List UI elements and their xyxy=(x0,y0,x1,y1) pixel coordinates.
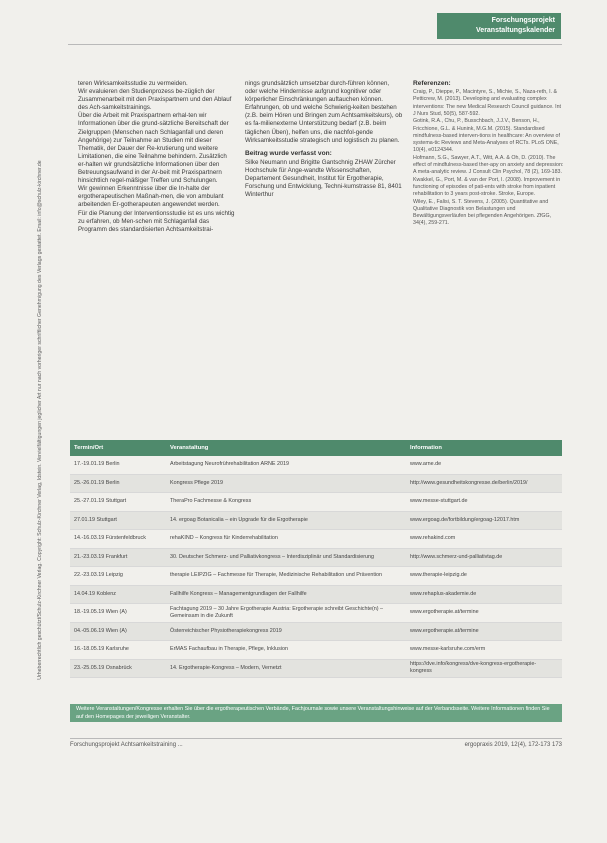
cell-info-link[interactable]: http://www.gesundheitskongresse.de/berlin/2019/ xyxy=(406,474,562,493)
table-row xyxy=(70,567,562,586)
cell-event: ErMAS Fachaufbau in Therapie, Pflege, Inklusion xyxy=(166,641,406,660)
paragraph: Wir evaluieren den Studienprozess be-züglich der Zusammenarbeit mit den Praxispartnern und den Ablauf des Ach-samkeitstrainings. xyxy=(78,88,232,112)
calendar-note-box: Weitere Veranstaltungen/Kongresse erhalten Sie über die ergotherapeutischen Verbände, Fachjournale sowie unsere Veranstaltungshinweise auf der Verbandsseite. Weitere Informationen finden Sie auf den Homepages der jeweiligen Veranstalter. xyxy=(70,704,562,722)
cell-date: 23.-25.05.19 Osnabrück xyxy=(70,659,166,678)
text-column-1 xyxy=(78,80,236,234)
cell-date: 18.-19.05.19 Wien (A) xyxy=(70,604,166,623)
reference-item: Craig, P., Dieppe, P., Macintyre, S., Michie, S., Naza-reth, I. & Petticrew, M. (2013). Developing and evaluating complex interventions: The new Medical Research Council guidance. Int J Nurs Stud, 50(5), 587-592. xyxy=(413,89,562,117)
cell-date: 14.04.19 Koblenz xyxy=(70,585,166,604)
table-header-row xyxy=(70,440,562,456)
cell-info-link[interactable]: www.ergotherapie.at/termine xyxy=(406,604,562,623)
paragraph: nings grundsätzlich umsetzbar durch-führen können, oder welche Hindernisse aufgrund kognitiver oder körperlicher Einschränkungen auftauchen können. Erfahrungen, ob und welche Schwierig-keiten bestehen (z.B. beim Hören und Bringen zum Achtsamkeitskurs), ob es fa-milienexterne Unterstützung bedarf (z.B. beim täglichen Üben), helfen uns, die nachfol-gende Wirksamkeitsstudie strategisch und logistisch zu planen. xyxy=(245,80,403,144)
table-row xyxy=(70,585,562,604)
cell-date: 27.01.19 Stuttgart xyxy=(70,511,166,530)
cell-date: 22.-23.03.19 Leipzig xyxy=(70,567,166,586)
table-row xyxy=(70,548,562,567)
paragraph: teren Wirksamkeitsstudie zu vermeiden. xyxy=(78,80,188,87)
table-row xyxy=(70,493,562,512)
table-row xyxy=(70,530,562,549)
cell-info-link[interactable]: www.ergotherapie.at/termine xyxy=(406,622,562,641)
header-event: Veranstaltung xyxy=(166,440,406,456)
header-line-2: Veranstaltungskalender xyxy=(476,27,555,34)
cell-event: Fallhilfe Kongress – Managementgrundlagen der Fallhilfe xyxy=(166,585,406,604)
footer-running-title: Forschungsprojekt Achtsamkeitstraining ... xyxy=(70,742,183,748)
cell-info-link[interactable]: www.messe-stuttgart.de xyxy=(406,493,562,512)
section-header-box xyxy=(437,13,561,39)
cell-date: 14.-16.03.19 Fürstenfeldbruck xyxy=(70,530,166,549)
header-line-1: Forschungsprojekt xyxy=(491,17,555,24)
table-row xyxy=(70,622,562,641)
cell-event: Kongress Pflege 2019 xyxy=(166,474,406,493)
copyright-side-note: Urheberrechtlich geschützt/Schulz-Kirchner Verlag. Copyright: Schulz-Kirchner Verlag, Idstein. Vervielfältigungen jeglicher Art nur nach vorheriger schriftlicher Genehmigung des Verlags gestattet. Email: info@schulz-kirchner.de xyxy=(37,160,43,680)
cell-date: 17.-19.01.19 Berlin xyxy=(70,456,166,474)
references-column xyxy=(413,80,565,228)
cell-event: 14. ergoag Botanicalia – ein Upgrade für die Ergotherapie xyxy=(166,511,406,530)
references-heading: Referenzen: xyxy=(413,80,451,87)
cell-event: Fachtagung 2019 – 30 Jahre Ergotherapie Austria: Ergotherapie schreibt Geschichte(n) – Gemeinsam in die Zukunft xyxy=(166,604,406,623)
cell-date: 25.-27.01.19 Stuttgart xyxy=(70,493,166,512)
top-divider xyxy=(68,44,562,45)
reference-item: Gotink, R.A., Chu, P., Busschbach, J.J.V., Benson, H., Fricchione, G.L. & Hunink, M.G.M. (2015). Standardised mindfulness-based interven-tions in healthcare: An overview of systema-tic Reviews and Meta-Analyses of RCTs. PLoS ONE, 10(4), e0124344. xyxy=(413,118,560,154)
header-information: Information xyxy=(406,440,562,456)
cell-date: 21.-23.03.19 Frankfurt xyxy=(70,548,166,567)
cell-event: 30. Deutscher Schmerz- und Palliativkongress – Interdisziplinär und Standardisierung xyxy=(166,548,406,567)
author-info: Silke Neumann und Brigitte Gantschnig ZHAW Zürcher Hochschule für Ange-wandte Wissenschaften, Departement Gesundheit, Institut für Ergotherapie, Forschung und Entwicklung, Techni-kumstrasse 81, 8401 Winterthur xyxy=(245,158,402,199)
cell-info-link[interactable]: www.therapie-leipzig.de xyxy=(406,567,562,586)
table-row xyxy=(70,641,562,660)
reference-item: Wiley, E., Falisi, S. T. Stevens, J. (2005). Quantitative and Qualitative Diagnostik von Belastungen und Bewältigungsverläufen bei pflegenden Angehörigen. ZfGG, 34(4), 259-271. xyxy=(413,198,552,227)
cell-event: TheraPro Fachmesse & Kongress xyxy=(166,493,406,512)
cell-event: therapie LEIPZIG – Fachmesse für Therapie, Medizinische Rehabilitation und Prävention xyxy=(166,567,406,586)
header-date-location: Termin/Ort xyxy=(70,440,166,456)
paragraph: Für die Planung der Interventionsstudie ist es uns wichtig zu erfahren, ob Men-schen mit Schlaganfall das Programm des standardisierten Achtsamkeitstrai- xyxy=(78,209,235,233)
cell-info-link[interactable]: www.rehakind.com xyxy=(406,530,562,549)
cell-info-link[interactable]: http://www.schmerz-und-palliativtag.de xyxy=(406,548,562,567)
cell-event: Österreichischer Physiotherapiekongress 2019 xyxy=(166,622,406,641)
text-column-2 xyxy=(245,80,403,199)
cell-event: rehaKIND – Kongress für Kinderrehabilitation xyxy=(166,530,406,549)
cell-event: Arbeitstagung Neurofrührehabilitation ARNE 2019 xyxy=(166,456,406,474)
cell-info-link[interactable]: www.messe-karlsruhe.com/erm xyxy=(406,641,562,660)
cell-info-link[interactable]: www.ergoag.de/fortbildung/ergoag-12017.htm xyxy=(406,511,562,530)
table-row xyxy=(70,511,562,530)
cell-date: 25.-26.01.19 Berlin xyxy=(70,474,166,493)
author-heading: Beitrag wurde verfasst von: xyxy=(245,149,332,157)
table-row xyxy=(70,474,562,493)
cell-info-link[interactable]: www.arne.de xyxy=(406,456,562,474)
cell-date: 04.-05.06.19 Wien (A) xyxy=(70,622,166,641)
reference-item: Kwakkel, G., Port, M. & van der Port, I. (2008). Improvement in functioning of episodes of pati-ents with stroke from inpatient rehabilitation to 3 years post-stroke. Stroke, Europe. xyxy=(413,176,561,198)
cell-event: 14. Ergotherapie-Kongress – Modern, Vernetzt xyxy=(166,659,406,678)
event-calendar-table xyxy=(70,440,562,678)
table-row xyxy=(70,456,562,474)
table-row xyxy=(70,659,562,678)
paragraph: Wir gewinnen Erkenntnisse über die In-halte der ergotherapeutischen Maßnah-men, die von ambulant arbeitenden Er-gotherapeuten angewendet werden. xyxy=(78,185,224,209)
paragraph: Über die Arbeit mit Praxispartnern erhal-ten wir Informationen über die grund-sätzliche Bereitschaft der Zielgruppen (Menschen nach Schlaganfall und deren Angehörige) zur Teilnahme an Studien mit dieser Thematik, der Dauer der Re-krutierung und weitere Limitationen, die eine Teilnahme behindern. Zusätzlich er-halten wir grundsätzliche Informationen über den Betreuungsaufwand in der Ar-beit mit Praxispartnern hinsichtlich regel-mäßiger Treffen und Schulungen. xyxy=(78,112,229,185)
reference-item: Hofmann, S.G., Sawyer, A.T., Witt, A.A. & Oh, D. (2010). The effect of mindfulness-based ther-apy on anxiety and depression: A meta-analytic review. J Consult Clin Psychol, 78 (2), 169-183. xyxy=(413,154,564,176)
cell-info-link[interactable]: https://dve.info/kongress/dve-kongress-ergotherapie-kongress xyxy=(406,659,562,678)
footer-divider xyxy=(70,738,562,739)
cell-info-link[interactable]: www.rehaplus-akademie.de xyxy=(406,585,562,604)
footer-citation: ergopraxis 2019, 12(4), 172-173 173 xyxy=(464,742,562,748)
cell-date: 16.-18.05.19 Karlsruhe xyxy=(70,641,166,660)
table-row xyxy=(70,604,562,623)
